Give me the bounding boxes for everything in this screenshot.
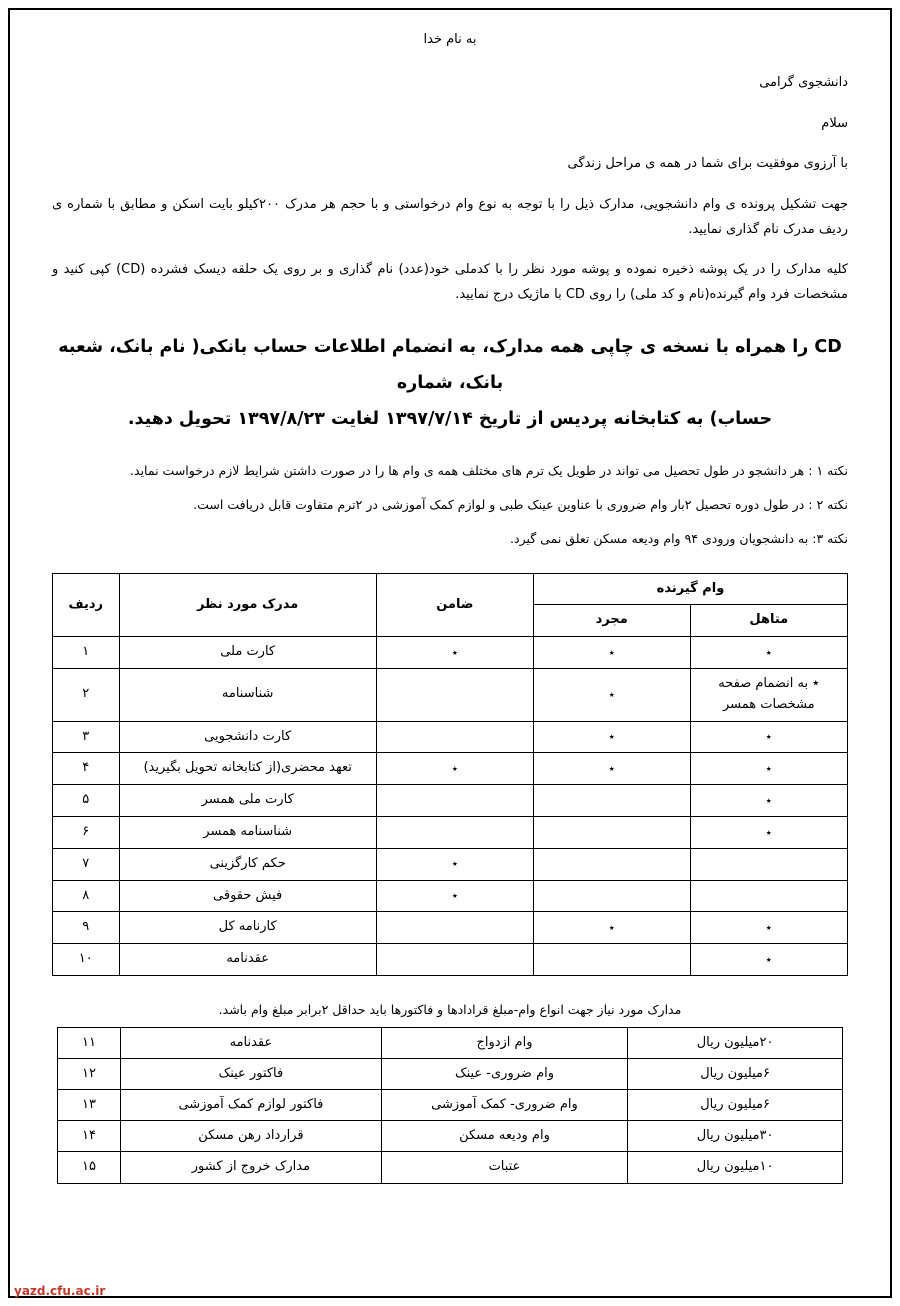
cell-amount: ۲۰میلیون ریال	[628, 1028, 843, 1059]
loan-amounts-note: مدارک مورد نیاز جهت انواع وام-مبلغ قرادادها و فاکتورها باید حداقل ۲برابر مبلغ وام باشد.	[218, 1002, 682, 1018]
document-content	[22, 20, 878, 1280]
cell-single: ٭	[533, 637, 690, 669]
cell-row-number: ۶	[53, 817, 120, 849]
note-2: نکته ۲ : در طول دوره تحصیل ۲بار وام ضروری با عناوین عینک طبی و لوازم کمک آموزشی در ۲ترم متفاوت قابل دریافت است.	[193, 497, 848, 513]
loan-amounts-table	[57, 1027, 843, 1183]
cell-guarantor: ٭	[376, 880, 533, 912]
cell-guarantor	[376, 669, 533, 722]
cell-married: ٭ به انضمام صفحه مشخصات همسر	[690, 669, 847, 722]
cell-row-number: ۱۴	[58, 1121, 121, 1152]
table-row	[58, 1090, 843, 1121]
cell-married: ٭	[690, 753, 847, 785]
table-row	[53, 785, 848, 817]
cell-row-number: ۷	[53, 848, 120, 880]
cell-document: شناسنامه	[119, 669, 376, 722]
highlight-line-1: CD را همراه با نسخه ی چاپی همه مدارک، به انضمام اطلاعات حساب بانکی( نام بانک، شعبه بانک، شماره	[58, 336, 842, 393]
greeting-line-2: سلام	[821, 115, 848, 131]
highlight-line-2: حساب) به کتابخانه پردیس از تاریخ ۱۳۹۷/۷/۱۴ لغایت ۱۳۹۷/۸/۲۳ تحویل دهید.	[127, 408, 773, 429]
cell-document: فاکتور لوازم کمک آموزشی	[121, 1090, 382, 1121]
cell-married: ٭	[690, 785, 847, 817]
cell-married	[690, 880, 847, 912]
cell-document: شناسنامه همسر	[119, 817, 376, 849]
table-row	[53, 669, 848, 722]
documents-table-body	[53, 637, 848, 976]
cell-guarantor	[376, 944, 533, 976]
cell-single	[533, 817, 690, 849]
cell-document: قرارداد رهن مسکن	[121, 1121, 382, 1152]
cell-amount: ۶میلیون ریال	[628, 1059, 843, 1090]
cell-amount: ۳۰میلیون ریال	[628, 1121, 843, 1152]
cell-row-number: ۱۳	[58, 1090, 121, 1121]
header-row-number: ردیف	[53, 573, 120, 637]
cell-document: عقدنامه	[119, 944, 376, 976]
cell-row-number: ۸	[53, 880, 120, 912]
cell-row-number: ۴	[53, 753, 120, 785]
cell-row-number: ۲	[53, 669, 120, 722]
cell-married: ٭	[690, 817, 847, 849]
table-row	[53, 721, 848, 753]
cell-row-number: ۱۵	[58, 1152, 121, 1183]
cell-loan-type: عتبات	[381, 1152, 627, 1183]
cell-guarantor	[376, 912, 533, 944]
footer-website-link[interactable]: yazd.cfu.ac.ir	[14, 1284, 106, 1298]
cell-loan-type: وام ضروری- عینک	[381, 1059, 627, 1090]
table-row	[53, 817, 848, 849]
cell-amount: ۶میلیون ریال	[628, 1090, 843, 1121]
cell-loan-type: وام ازدواج	[381, 1028, 627, 1059]
cell-single	[533, 848, 690, 880]
cell-document: کارنامه کل	[119, 912, 376, 944]
cell-document: مدارک خروج از کشور	[121, 1152, 382, 1183]
cell-guarantor: ٭	[376, 753, 533, 785]
cell-married: ٭	[690, 721, 847, 753]
cell-document: فیش حقوقی	[119, 880, 376, 912]
table-row	[53, 944, 848, 976]
cell-guarantor: ٭	[376, 637, 533, 669]
paragraph-cd-instructions: کلیه مدارک را در یک پوشه ذخیره نموده و پوشه مورد نظر را با کدملی خود(عدد) نام گذاری و بر روی یک حلقه دیسک فشرده (CD) کپی کنید و مشخصات فرد وام گیرنده(نام و کد ملی) را روی CD با ماژیک درج نمایید.	[52, 262, 848, 303]
cell-document: فاکتور عینک	[121, 1059, 382, 1090]
header-borrower-group: وام گیرنده	[533, 573, 847, 605]
cell-row-number: ۱	[53, 637, 120, 669]
header-single: مجرد	[533, 605, 690, 637]
header-married: متاهل	[690, 605, 847, 637]
cell-married	[690, 848, 847, 880]
table-row	[53, 880, 848, 912]
cell-document: کارت ملی همسر	[119, 785, 376, 817]
table-row	[53, 912, 848, 944]
cell-guarantor	[376, 785, 533, 817]
header-guarantor: ضامن	[376, 573, 533, 637]
cell-single: ٭	[533, 669, 690, 722]
table-header-group-row	[53, 573, 848, 605]
cell-single: ٭	[533, 721, 690, 753]
cell-row-number: ۱۱	[58, 1028, 121, 1059]
cell-row-number: ۱۲	[58, 1059, 121, 1090]
bismillah-line: به نام خدا	[423, 32, 477, 47]
table-row	[53, 848, 848, 880]
cell-single: ٭	[533, 912, 690, 944]
table-row	[53, 637, 848, 669]
cell-amount: ۱۰میلیون ریال	[628, 1152, 843, 1183]
cell-single	[533, 944, 690, 976]
cell-single: ٭	[533, 753, 690, 785]
loan-amounts-table-body	[58, 1028, 843, 1183]
cell-single	[533, 880, 690, 912]
cell-married: ٭	[690, 912, 847, 944]
table-row	[53, 753, 848, 785]
table-row	[58, 1152, 843, 1183]
note-3: نکته ۳: به دانشجویان ورودی ۹۴ وام ودیعه مسکن تعلق نمی گیرد.	[510, 530, 848, 546]
cell-document: کارت دانشجویی	[119, 721, 376, 753]
header-document: مدرک مورد نظر	[119, 573, 376, 637]
cell-row-number: ۵	[53, 785, 120, 817]
cell-single	[533, 785, 690, 817]
table-row	[58, 1028, 843, 1059]
greeting-line-1: دانشجوی گرامی	[759, 75, 848, 90]
cell-document: کارت ملی	[119, 637, 376, 669]
cell-loan-type: وام ودیعه مسکن	[381, 1121, 627, 1152]
table-row	[58, 1059, 843, 1090]
cell-married: ٭	[690, 637, 847, 669]
cell-guarantor	[376, 721, 533, 753]
cell-row-number: ۳	[53, 721, 120, 753]
cell-married: ٭	[690, 944, 847, 976]
cell-document: حکم کارگزینی	[119, 848, 376, 880]
cell-document: عقدنامه	[121, 1028, 382, 1059]
cell-loan-type: وام ضروری- کمک آموزشی	[381, 1090, 627, 1121]
table-row	[58, 1121, 843, 1152]
cell-row-number: ۱۰	[53, 944, 120, 976]
paragraph-documents-instructions: جهت تشکیل پرونده ی وام دانشجویی، مدارک ذیل را با توجه به نوع وام درخواستی و با حجم هر مدرک ۲۰۰کیلو بایت اسکن و مطابق با شماره ی ردیف مدرک نام گذاری نمایید.	[52, 197, 848, 237]
documents-requirements-table	[52, 573, 848, 976]
note-1: نکته ۱ : هر دانشجو در طول تحصیل می تواند در طویل یک ترم های مختلف همه ی وام ها را در صورت داشتن شرایط لازم درخواست نماید.	[130, 463, 848, 479]
cell-guarantor	[376, 817, 533, 849]
cell-document: تعهد محضری(از کتابخانه تحویل بگیرید)	[119, 753, 376, 785]
greeting-line-3: با آرزوی موفقیت برای شما در همه ی مراحل زندگی	[567, 156, 848, 172]
cell-guarantor: ٭	[376, 848, 533, 880]
cell-row-number: ۹	[53, 912, 120, 944]
highlighted-deadline-notice	[52, 330, 848, 438]
